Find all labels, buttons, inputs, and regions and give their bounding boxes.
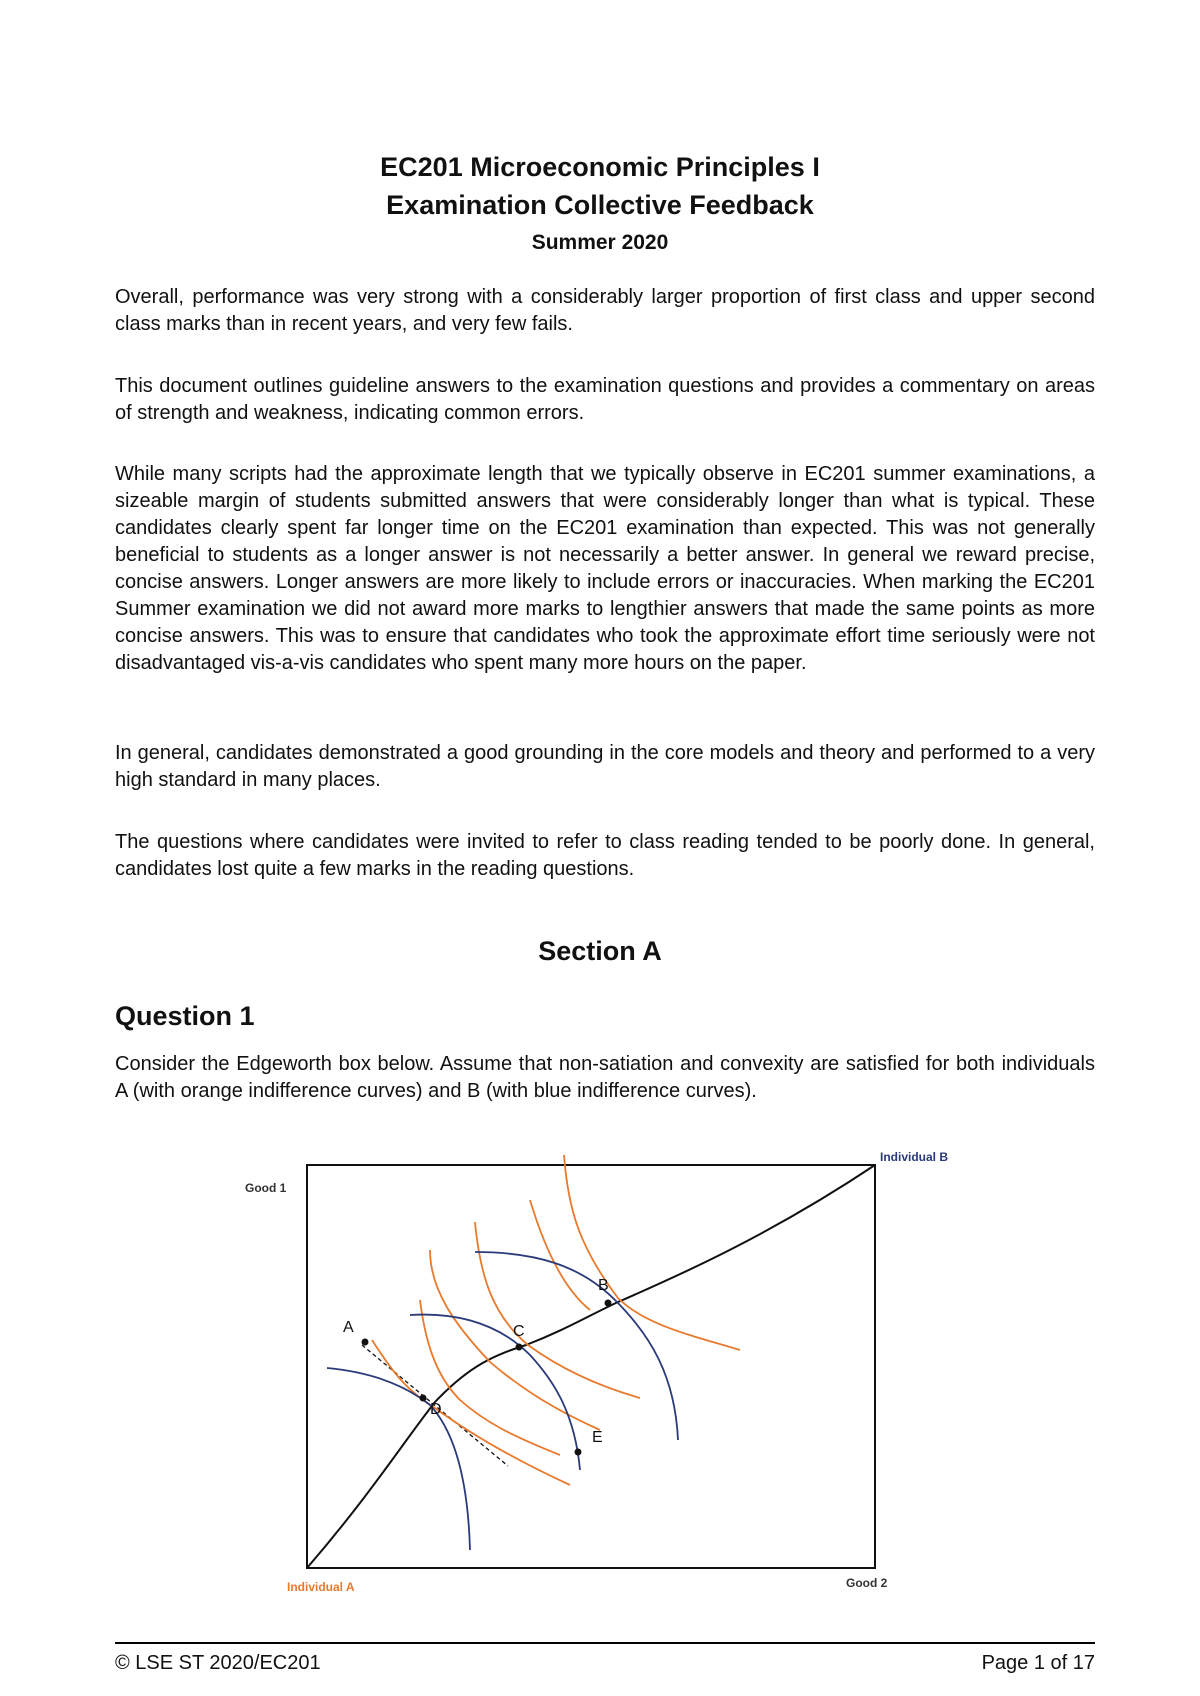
point-e-marker — [575, 1449, 582, 1456]
section-heading: Section A — [538, 936, 662, 966]
paragraph-grounding: In general, candidates demonstrated a good grounding in the core models and theory and performed to a very high standard in many places. — [115, 742, 1095, 791]
point-a-label: A — [343, 1319, 354, 1336]
edgeworth-box-frame — [307, 1165, 875, 1568]
point-d-marker — [420, 1395, 427, 1402]
paragraph-overall: Overall, performance was very strong with a considerably larger proportion of first class and upper second class marks than in recent years, and very few fails. — [115, 286, 1095, 335]
document-title: EC201 Microeconomic Principles I — [380, 152, 820, 182]
indifference-curve-a3 — [430, 1250, 600, 1430]
point-c-label: C — [513, 1323, 525, 1340]
point-d-label: D — [430, 1401, 442, 1418]
good-2-label: Good 2 — [846, 1576, 888, 1590]
footer-rule — [115, 1642, 1095, 1644]
individual-a-label: Individual A — [287, 1580, 355, 1594]
document-term: Summer 2020 — [531, 231, 669, 254]
footer-page-number: Page 1 of 17 — [981, 1652, 1095, 1674]
point-b-label: B — [598, 1277, 609, 1294]
point-c-marker — [516, 1344, 523, 1351]
paragraph-outline: This document outlines guideline answers to the examination questions and provides a commentary on areas of strength and weakness, indicating common errors. — [115, 375, 1095, 424]
paragraph-reading: The questions where candidates were invited to refer to class reading tended to be poorly done. In general, candidates lost quite a few marks in the reading questions. — [115, 831, 1095, 880]
point-b-marker — [605, 1300, 612, 1307]
indifference-curve-b1 — [327, 1368, 470, 1550]
indifference-curve-a1 — [372, 1340, 570, 1485]
point-a-marker — [362, 1339, 369, 1346]
edgeworth-box-figure — [230, 1140, 950, 1600]
point-e-label: E — [592, 1429, 603, 1446]
indifference-curve-a4 — [475, 1222, 640, 1398]
indifference-curve-a2 — [420, 1300, 560, 1455]
contract-curve — [307, 1165, 875, 1568]
good-1-label: Good 1 — [245, 1181, 287, 1195]
indifference-curve-a6 — [530, 1200, 590, 1310]
question-text: Consider the Edgeworth box below. Assume that non-satiation and convexity are satisfied for both individuals A (with orange indifference curves) and B (with blue indifference curves). — [115, 1053, 1095, 1102]
individual-b-label: Individual B — [880, 1150, 949, 1164]
indifference-curve-a5 — [564, 1155, 740, 1350]
question-heading: Question 1 — [115, 1001, 255, 1031]
document-subtitle: Examination Collective Feedback — [386, 190, 814, 220]
footer-copyright: © LSE ST 2020/EC201 — [115, 1652, 321, 1674]
paragraph-length: While many scripts had the approximate length that we typically observe in EC201 summer examinations, a sizeable margin of students submitted answers that were considerably longer than what is typical. These candidates clearly spent far longer time on the EC201 examination than expected. This was not generally beneficial to students as a longer answer is not necessarily a better answer. In general we reward precise, concise answers. Longer answers are more likely to include errors or inaccuracies. When marking the EC201 Summer examination we did not award more marks to lengthier answers that made the same points as more concise answers. This was to ensure that candidates who took the approximate effort time seriously were not disadvantaged vis-a-vis candidates who spent many more hours on the paper. — [115, 463, 1095, 674]
indifference-curve-b3 — [475, 1252, 678, 1440]
